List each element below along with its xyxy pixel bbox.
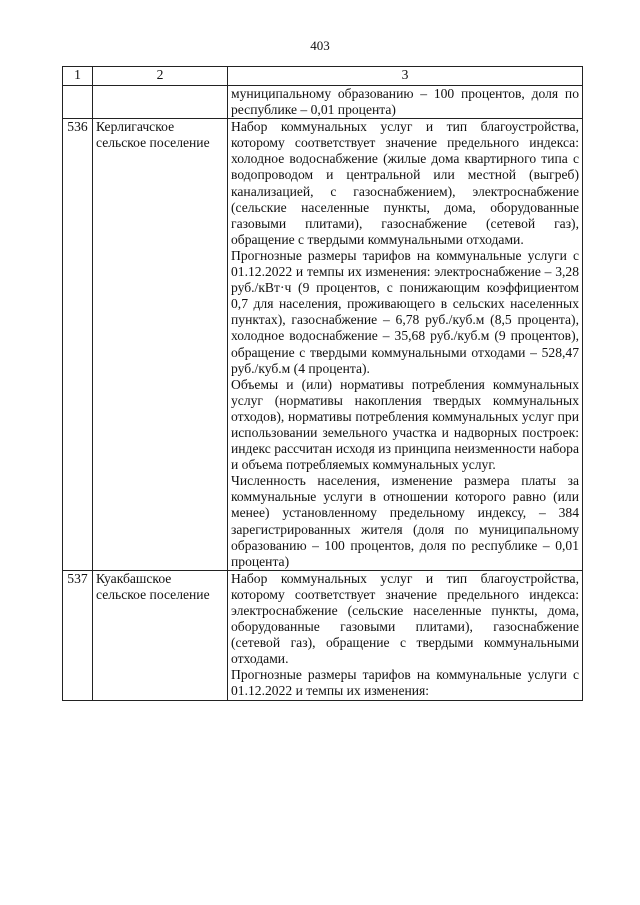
column-header-description: 3 <box>228 67 583 86</box>
table-header-row <box>63 67 583 86</box>
tariff-table <box>62 66 583 701</box>
settlement-name: Куакбашское сельское поселение <box>93 570 228 700</box>
column-header-name: 2 <box>93 67 228 86</box>
column-header-number: 1 <box>63 67 93 86</box>
paragraph-tariffs: Прогнозные размеры тарифов на коммунальные услуги с 01.12.2022 и темпы их изменения: электроснабжение – 3,28 руб./кВт·ч (9 процентов, с понижающим коэффициентом 0,7 для населения, проживающего в сельских населенных пунктах), газоснабжение – 6,78 руб./куб.м (8,5 процента), холодное водоснабжение – 35,68 руб./куб.м (9 процентов), обращение с твердыми коммунальными отходами – 528,47 руб./куб.м (4 процента). <box>231 247 579 376</box>
paragraph-services-set: Набор коммунальных услуг и тип благоустройства, которому соответствует значение предельного индекса: электроснабжение (сельские населенные пункты, дома, оборудованные газовыми плитами), газоснабжение (сетевой газ), обращение с твердыми коммунальными отходами. <box>231 570 579 667</box>
row-description <box>228 570 583 700</box>
paragraph-population: Численность населения, изменение размера платы за коммунальные услуги в отношении которого равно (или менее) установленному предельному индексу, – 384 зарегистрированных жителя (доля по муниципальному образованию – 100 процентов, доля по республике – 0,01 процента) <box>231 473 579 569</box>
settlement-name: Керлигачское сельское поселение <box>93 119 228 571</box>
row-description <box>228 119 583 571</box>
continuation-name-cell <box>93 86 228 119</box>
paragraph-tariffs: Прогнозные размеры тарифов на коммунальные услуги с 01.12.2022 и темпы их изменения: <box>231 667 579 699</box>
table-row-continuation <box>63 86 583 119</box>
table-row <box>63 119 583 571</box>
row-number: 536 <box>63 119 93 571</box>
continuation-text: муниципальному образованию – 100 процентов, доля по республике – 0,01 процента) <box>228 86 583 119</box>
continuation-number-cell <box>63 86 93 119</box>
paragraph-services-set: Набор коммунальных услуг и тип благоустройства, которому соответствует значение предельного индекса: холодное водоснабжение (жилые дома квартирного типа с водопроводом и центральной или местной (выгреб) канализацией, с газоснабжением), электроснабжение (сельские населенные пункты, дома, оборудованные газовыми плитами), газоснабжение (сетевой газ), обращение с твердыми коммунальными отходами. <box>231 119 579 247</box>
table-row <box>63 570 583 700</box>
row-number: 537 <box>63 570 93 700</box>
page-number: 403 <box>310 38 330 53</box>
paragraph-consumption-norms: Объемы и (или) нормативы потребления коммунальных услуг (нормативы накопления твердых коммунальных отходов), нормативы потребления коммунальных услуг при использовании земельного участка и надворных построек: индекс рассчитан исходя из принципа неизменности набора и объема потребляемых коммунальных услуг. <box>231 376 579 473</box>
